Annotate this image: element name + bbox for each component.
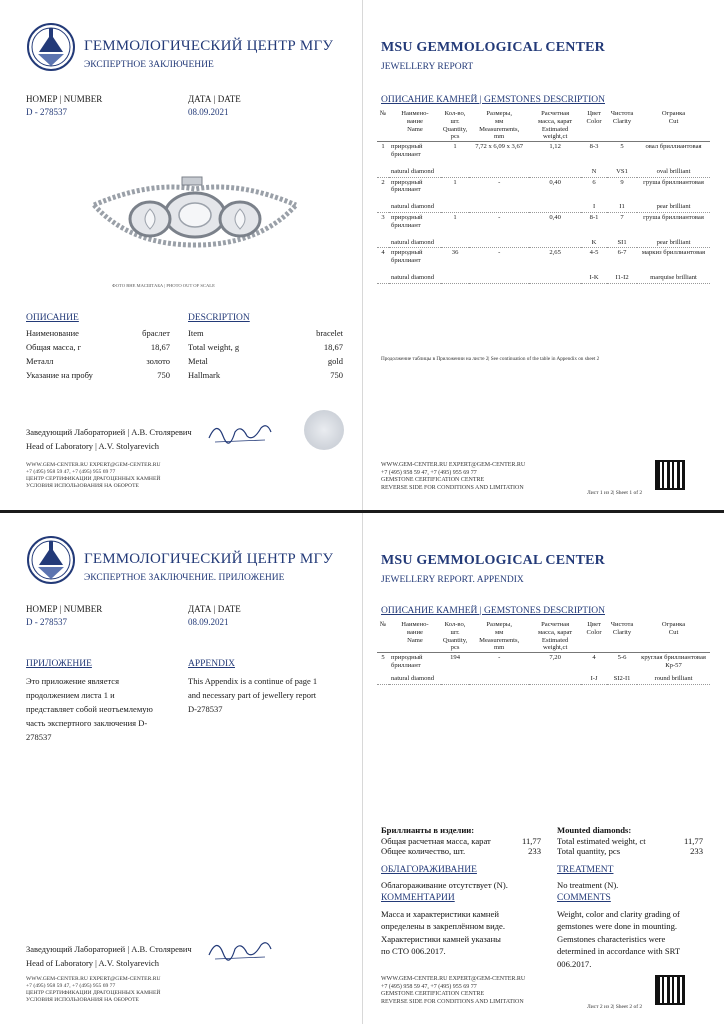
date-value: 08.09.2021 (188, 107, 229, 117)
footer-contacts-en: WWW.GEM-CENTER.RU EXPERT@GEM-CENTER.RU +7 (495) 958 59 47, +7 (495) 955 69 77 GEMSTONE CERTIFICATION CENTRE REVERSE SIDE FOR CONDITIONS AND LIMITATION (381, 462, 526, 491)
treatment-en: No treatment (N). (557, 880, 619, 890)
table-row: 3 природный бриллиант 1 - 0,40 8-1 7 груша бриллиантовая (381, 213, 704, 229)
sheet-number: Лист 1 из 2| Sheet 1 of 2 (587, 490, 643, 496)
report-title-en: JEWELLERY REPORT. APPENDIX (381, 575, 524, 585)
org-title-ru: ГЕММОЛОГИЧЕСКИЙ ЦЕНТР МГУ (84, 551, 334, 567)
head-of-laboratory: Заведующий Лабораторией | А.В. Столяревич Head of Laboratory | A.V. Stolyarevich (26, 944, 192, 968)
signature-icon (205, 418, 275, 448)
summary-row: Total quantity, pcs 233 (557, 846, 703, 856)
msu-logo-icon (26, 22, 76, 72)
qr-code-icon (655, 975, 685, 1005)
description-list-ru (26, 326, 170, 382)
description-row: Metal gold (188, 356, 343, 366)
appendix-title-en: APPENDIX (188, 659, 235, 669)
comments-en: Weight, color and clarity grading of gemstones were done in mounting. Gemstones characteristics were determined in accordance with SRT 006.2017. (557, 909, 681, 969)
sheet-2 (0, 513, 724, 1024)
table-row: 1 природный бриллиант 1 7,72 x 6,09 x 3,67 1,12 8-3 5 овал бриллиантовая (381, 143, 702, 158)
gems-table (377, 110, 710, 284)
description-row: Общая масса, г 18,67 (26, 342, 170, 352)
description-row: Item bracelet (188, 328, 343, 338)
org-title-en: MSU GEMMOLOGICAL CENTER (381, 40, 605, 55)
date-label: ДАТА | DATE (188, 94, 241, 104)
photo-caption: ФОТО ВНЕ МАСШТАБА | PHOTO OUT OF SCALE (112, 283, 215, 288)
summary-row: Общая расчетная масса, карат 11,77 (381, 835, 541, 846)
msu-logo-icon (26, 535, 76, 585)
gems-table (377, 621, 710, 685)
official-seal-icon (304, 410, 344, 450)
appendix-title-ru: ПРИЛОЖЕНИЕ (26, 659, 92, 669)
table-row: 5 природный бриллиант 194 - 7,20 4 5-6 круглая бриллиантовая Кр-57 (381, 654, 706, 669)
description-row: Наименование браслет (26, 328, 170, 338)
table-row: natural diamond K SI1 pear brilliant (377, 231, 710, 248)
treatment-ru: Облагораживание отсутствует (N). (381, 880, 508, 890)
description-title-ru: ОПИСАНИЕ (26, 313, 79, 323)
appendix-text-ru: Это приложение является продолжением листа 1 и представляет собой неотъемлемую часть экспертного заключения D- 278537 (26, 676, 153, 742)
treatment-title-ru: ОБЛАГОРАЖИВАНИЕ (381, 865, 477, 875)
report-title-en: JEWELLERY REPORT (381, 62, 474, 72)
summary-row: Total estimated weight, ct 11,77 (557, 835, 703, 846)
report-title-ru: ЭКСПЕРТНОЕ ЗАКЛЮЧЕНИЕ. ПРИЛОЖЕНИЕ (84, 573, 285, 583)
summary-row: Общее количество, шт. 233 (381, 846, 541, 856)
description-row: Total weight, g 18,67 (188, 342, 343, 352)
number-value: D - 278537 (26, 107, 67, 117)
report-title-ru: ЭКСПЕРТНОЕ ЗАКЛЮЧЕНИЕ (84, 60, 214, 70)
comments-title-en: COMMENTS (557, 893, 611, 903)
bracelet-photo (90, 175, 300, 265)
comments-title-ru: КОММЕНТАРИИ (381, 893, 455, 903)
table-row: natural diamond I I1 pear brilliant (377, 195, 710, 212)
table-row: 4 природный бриллиант 36 - 2,65 4-5 6-7 маркиз бриллиантовая (381, 249, 706, 265)
description-title-en: DESCRIPTION (188, 313, 250, 323)
footer-contacts-ru: WWW.GEM-CENTER.RU EXPERT@GEM-CENTER.RU +7 (495) 958 59 47, +7 (495) 955 69 77 ЦЕНТР СЕРТИФИКАЦИИ ДРАГОЦЕННЫХ КАМНЕЙ УСЛОВИЯ ИСПОЛЬЗОВАНИЯ НА ОБОРОТЕ (26, 976, 161, 1003)
table-row: natural diamond I-J SI2-I1 round brilliant (377, 671, 710, 684)
gems-title: ОПИСАНИЕ КАМНЕЙ | GEMSTONES DESCRIPTION (381, 95, 605, 105)
number-value: D - 278537 (26, 617, 67, 627)
description-list-en (188, 326, 343, 382)
description-row: Металл золото (26, 356, 170, 366)
date-label: ДАТА | DATE (188, 604, 241, 614)
page-divider (362, 513, 363, 1024)
table-row: natural diamond N VS1 oval brilliant (377, 160, 710, 177)
sheet-number: Лист 2 из 2| Sheet 2 of 2 (587, 1004, 643, 1010)
treatment-title-en: TREATMENT (557, 865, 614, 875)
appendix-text-en: This Appendix is a continue of page 1 and necessary part of jewellery report D-278537 (188, 676, 318, 714)
footer-contacts-en: WWW.GEM-CENTER.RU EXPERT@GEM-CENTER.RU +7 (495) 958 59 47, +7 (495) 955 69 77 GEMSTONE CERTIFICATION CENTRE REVERSE SIDE FOR CONDITIONS AND LIMITATION (381, 976, 526, 1005)
comments-ru: Масса и характеристики камней определены в закреплённом виде. Характеристики камней указаны по СТО 006.2017. (381, 909, 506, 957)
description-row: Указание на пробу 750 (26, 370, 170, 380)
footer-contacts-ru: WWW.GEM-CENTER.RU EXPERT@GEM-CENTER.RU +7 (495) 958 59 47, +7 (495) 955 69 77 ЦЕНТР СЕРТИФИКАЦИИ ДРАГОЦЕННЫХ КАМНЕЙ УСЛОВИЯ ИСПОЛЬЗОВАНИЯ НА ОБОРОТЕ (26, 462, 161, 489)
description-row: Hallmark 750 (188, 370, 343, 380)
table-header: № Наимено- вание Name Кол-во, шт. Quantity, pcs Размеры, мм Measurements, mm Расчетная масса, карат Estimated weight,ct Цвет Color Чистота Clarity Огранка Cut (377, 110, 710, 142)
date-value: 08.09.2021 (188, 617, 229, 627)
table-header: № Наимено- вание Name Кол-во, шт. Quantity, pcs Размеры, мм Measurements, mm Расчетная масса, карат Estimated weight,ct Цвет Color Чистота Clarity Огранка Cut (377, 621, 710, 653)
org-title-ru: ГЕММОЛОГИЧЕСКИЙ ЦЕНТР МГУ (84, 38, 334, 54)
table-row: 2 природный бриллиант 1 - 0,40 6 9 груша бриллиантовая (381, 178, 704, 194)
number-label: НОМЕР | NUMBER (26, 94, 103, 104)
gems-title: ОПИСАНИЕ КАМНЕЙ | GEMSTONES DESCRIPTION (381, 606, 605, 616)
head-of-laboratory: Заведующий Лабораторией | А.В. Столяревич Head of Laboratory | A.V. Stolyarevich (26, 427, 192, 451)
page-divider (362, 0, 363, 512)
summary-ru: Бриллианты в изделии: Общая расчетная масса, карат 11,77 Общее количество, шт. 233 (381, 825, 541, 856)
signature-icon (205, 935, 275, 965)
table-row: natural diamond I-K I1-I2 marquise brilliant (377, 266, 710, 283)
number-label: НОМЕР | NUMBER (26, 604, 103, 614)
table-note: Продолжение таблицы в Приложении на листе 2| See continuation of the table in Appendix on sheet 2 (381, 356, 600, 362)
summary-en: Mounted diamonds: Total estimated weight, ct 11,77 Total quantity, pcs 233 (557, 825, 703, 856)
qr-code-icon (655, 460, 685, 490)
org-title-en: MSU GEMMOLOGICAL CENTER (381, 553, 605, 568)
